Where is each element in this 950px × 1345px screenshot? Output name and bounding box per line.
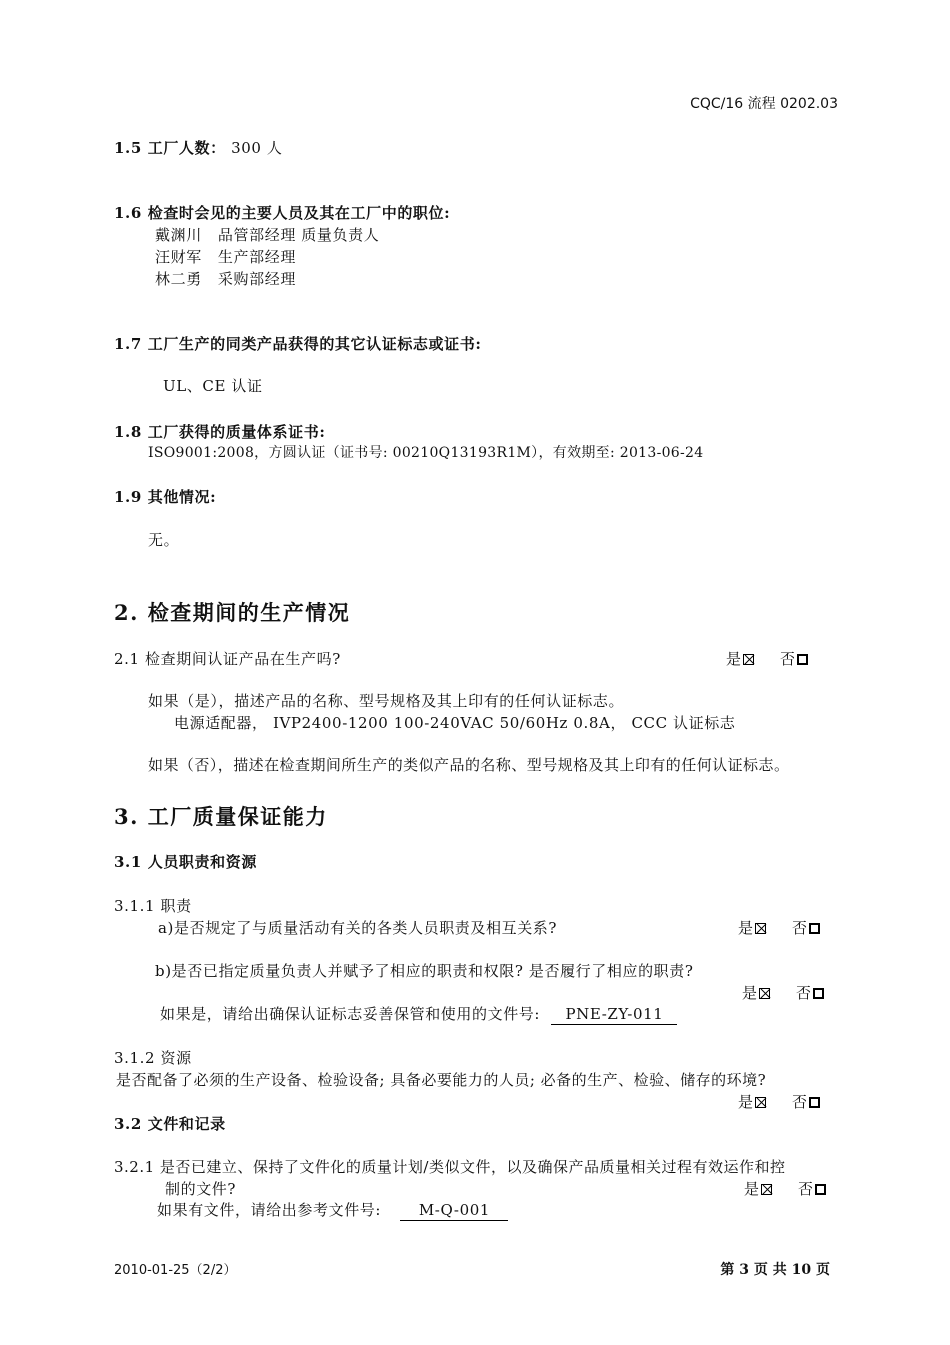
question-3-2-1-line2: 制的文件? — [165, 1180, 237, 1198]
factory-headcount: 300 人 — [231, 139, 283, 157]
person-name: 戴渊川 — [155, 226, 202, 244]
if-yes-instruction: 如果（是），描述产品的名称、型号规格及其上印有的任何认证标志。 — [148, 692, 625, 710]
subsection-3-2: 3.2 文件和记录 — [114, 1115, 226, 1133]
yes-checkbox[interactable] — [755, 1097, 766, 1108]
section-1-5-label: 1.5 工厂人数 — [114, 139, 211, 157]
no-label: 否 — [798, 1180, 814, 1198]
yes-checkbox[interactable] — [755, 923, 766, 934]
yes-no-a — [738, 917, 820, 938]
mark-doc-prompt: 如果是，请给出确保认证标志妥善保管和使用的文件号: — [160, 1005, 541, 1023]
section-1-6-title: 1.6 检查时会见的主要人员及其在工厂中的职位: — [114, 204, 451, 222]
no-checkbox[interactable] — [809, 923, 820, 934]
other-certifications: UL、CE 认证 — [163, 377, 263, 395]
no-checkbox[interactable] — [815, 1184, 826, 1195]
yes-checkbox[interactable] — [761, 1184, 772, 1195]
no-checkbox[interactable] — [813, 988, 824, 999]
no-checkbox[interactable] — [809, 1097, 820, 1108]
yes-no-2-1 — [726, 648, 808, 669]
mark-doc-number: PNE-ZY-011 — [551, 1005, 677, 1025]
yes-label: 是 — [726, 650, 742, 668]
section-1-8-title: 1.8 工厂获得的质量体系证书: — [114, 423, 326, 441]
section-3-heading: 3. 工厂质量保证能力 — [114, 804, 328, 829]
question-a: a)是否规定了与质量活动有关的各类人员职责及相互关系? — [158, 919, 558, 937]
person-row — [155, 268, 296, 289]
footer-page-number: 第 3 页 共 10 页 — [720, 1262, 830, 1278]
section-1-5 — [114, 137, 283, 158]
yes-label: 是 — [744, 1180, 760, 1198]
resources-question: 是否配备了必须的生产设备、检验设备; 具备必要能力的人员; 必备的生产、检验、储存的环境? — [116, 1071, 767, 1089]
footer-date: 2010-01-25（2/2） — [114, 1263, 237, 1278]
person-role: 采购部经理 — [217, 270, 296, 288]
quality-system-cert: ISO9001:2008，方圆认证（证书号: 00210Q13193R1M），有效期至: 2013-06-24 — [148, 445, 704, 461]
if-no-instruction: 如果（否），描述在检查期间所生产的类似产品的名称、型号规格及其上印有的任何认证标志。 — [148, 756, 790, 774]
no-label: 否 — [796, 984, 812, 1002]
section-1-7-title: 1.7 工厂生产的同类产品获得的其它认证标志或证书: — [114, 335, 482, 353]
section-1-9-title: 1.9 其他情况: — [114, 488, 217, 506]
product-description: 电源适配器， IVP2400-1200 100-240VAC 50/60Hz 0.8A， CCC 认证标志 — [174, 714, 736, 732]
yes-label: 是 — [738, 919, 754, 937]
other-info-value: 无。 — [148, 531, 180, 549]
no-label: 否 — [792, 1093, 808, 1111]
colon: ： — [210, 139, 226, 157]
no-checkbox[interactable] — [797, 654, 808, 665]
person-name: 汪财军 — [155, 248, 202, 266]
yes-label: 是 — [742, 984, 758, 1002]
ref-doc-prompt: 如果有文件，请给出参考文件号: — [157, 1201, 382, 1219]
yes-no-3-2-1 — [744, 1178, 826, 1199]
person-name: 林二勇 — [155, 270, 202, 288]
mark-doc-row — [160, 1003, 677, 1025]
question-2-1: 2.1 检查期间认证产品在生产吗? — [114, 650, 341, 668]
no-label: 否 — [780, 650, 796, 668]
yes-no-resources — [738, 1091, 820, 1112]
person-role: 品管部经理 质量负责人 — [217, 226, 380, 244]
yes-no-b — [742, 982, 824, 1003]
section-3-1-1: 3.1.1 职责 — [114, 897, 192, 915]
doc-code: CQC/16 流程 0202.03 — [690, 96, 838, 112]
no-label: 否 — [792, 919, 808, 937]
section-2-heading: 2. 检查期间的生产情况 — [114, 600, 351, 625]
yes-label: 是 — [738, 1093, 754, 1111]
yes-checkbox[interactable] — [759, 988, 770, 999]
section-3-1-2: 3.1.2 资源 — [114, 1049, 192, 1067]
ref-doc-row — [157, 1199, 508, 1221]
ref-doc-number: M-Q-001 — [400, 1201, 508, 1221]
person-row — [155, 224, 379, 245]
person-role: 生产部经理 — [217, 248, 296, 266]
yes-checkbox[interactable] — [743, 654, 754, 665]
question-3-2-1-line1: 3.2.1 是否已建立、保持了文件化的质量计划/类似文件，以及确保产品质量相关过程有效运作和控 — [114, 1158, 786, 1176]
person-row — [155, 246, 296, 267]
question-b: b)是否已指定质量负责人并赋予了相应的职责和权限? 是否履行了相应的职责? — [155, 962, 694, 980]
subsection-3-1: 3.1 人员职责和资源 — [114, 853, 257, 871]
